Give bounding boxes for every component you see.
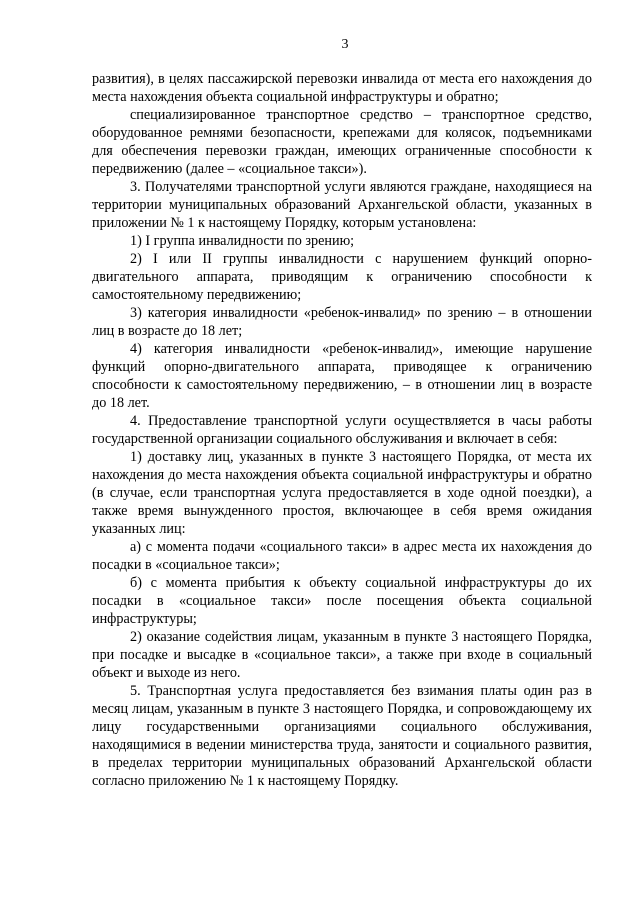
- paragraph-taxi-definition: специализированное транспортное средство – транспортное средство, оборудованное ремнями безопасности, крепежами для колясок, подъемниками для обеспечения перевозки граждан, имеющих ограниченные способности к передвижению (далее – «социальное такси»).: [92, 107, 592, 177]
- paragraph-continuation: развития), в целях пассажирской перевозки инвалида от места его нахождения до места нахождения объекта социальной инфраструктуры и обратно;: [92, 71, 592, 105]
- paragraph-section-3: 3. Получателями транспортной услуги являются граждане, находящиеся на территории муниципальных образований Архангельской области, указанных в приложении № 1 к настоящему Порядку, которым установлена:: [92, 179, 592, 231]
- list-item-4-1-b: б) с момента прибытия к объекту социальной инфраструктуры до их посадки в «социальное такси» после посещения объекта социальной инфраструктуры;: [92, 575, 592, 627]
- list-item-4-1: 1) доставку лиц, указанных в пункте 3 настоящего Порядка, от места их нахождения до места нахождения объекта социальной инфраструктуры и обратно (в случае, если транспортная услуга предоставляется в ходе одной поездки), а также время вынужденного простоя, включающее в себя время ожидания указанных лиц:: [92, 449, 592, 537]
- list-item-3-2: 2) I или II группы инвалидности с нарушением функций опорно-двигательного аппарата, приводящим к ограничению способности к самостоятельному передвижению;: [92, 251, 592, 303]
- document-body: [92, 70, 592, 790]
- page-number: 3: [341, 37, 349, 52]
- list-item-4-1-a: а) с момента подачи «социального такси» в адрес места их нахождения до посадки в «социальное такси»;: [92, 539, 592, 573]
- list-item-3-3: 3) категория инвалидности «ребенок-инвалид» по зрению – в отношении лиц в возрасте до 18 лет;: [92, 305, 592, 339]
- list-item-3-1: 1) I группа инвалидности по зрению;: [130, 233, 355, 249]
- paragraph-section-4: 4. Предоставление транспортной услуги осуществляется в часы работы государственной организации социального обслуживания и включает в себя:: [92, 413, 592, 447]
- list-item-3-4: 4) категория инвалидности «ребенок-инвалид», имеющие нарушение функций опорно-двигательного аппарата, приводящее к ограничению способности к самостоятельному передвижению, – в отношении лиц в возрасте до 18 лет.: [92, 341, 592, 411]
- list-item-4-2: 2) оказание содействия лицам, указанным в пункте 3 настоящего Порядка, при посадке и высадке в «социальное такси», а также при входе в социальный объект и выходе из него.: [92, 629, 592, 681]
- paragraph-section-5: 5. Транспортная услуга предоставляется без взимания платы один раз в месяц лицам, указанным в пункте 3 настоящего Порядка, и сопровождающему их лицу государственными организациями социального обслуживания, находящимися в ведении министерства труда, занятости и социального развития, в пределах территории муниципальных образований Архангельской области согласно приложению № 1 к настоящему Порядку.: [92, 683, 592, 789]
